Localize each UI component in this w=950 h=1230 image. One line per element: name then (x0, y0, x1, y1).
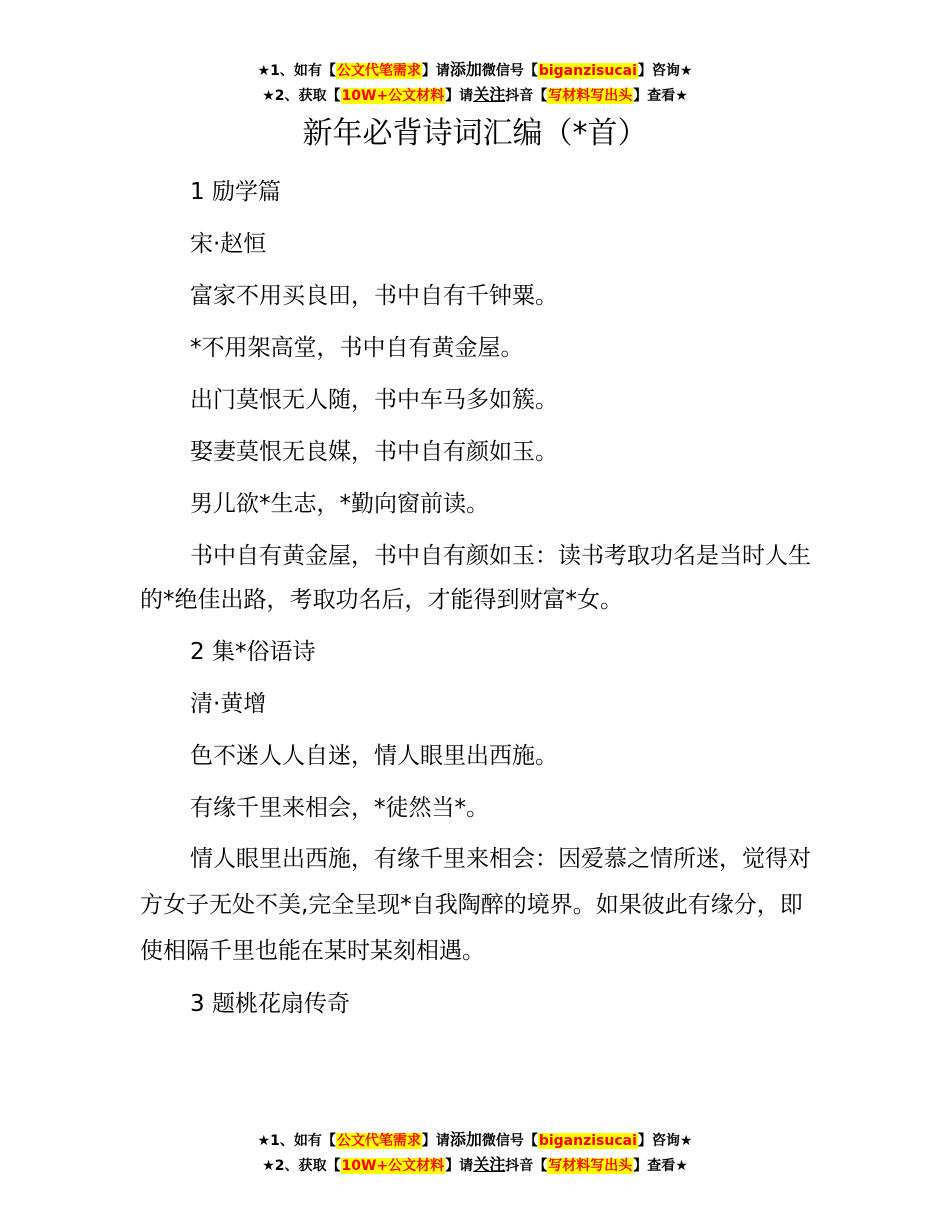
banner-highlight: 写材料写出头 (548, 1158, 633, 1174)
banner-line-2 (0, 1153, 950, 1178)
banner-text: 】请 (445, 88, 474, 104)
document-body (140, 166, 815, 1030)
banner-text: 微信号【 (481, 63, 538, 79)
poem-line: 有缘千里来相会，*徒然当*。 (190, 795, 489, 821)
banner-highlight: 公文代笔需求 (336, 1133, 421, 1149)
poem-author: 清·黄增 (190, 691, 267, 717)
section-heading: 1 励学篇 (190, 179, 281, 205)
banner-text: 抖音【 (505, 88, 548, 104)
banner-line-1 (0, 1128, 950, 1153)
banner-text: 】请 (421, 1133, 450, 1149)
banner-text: 】请 (421, 63, 450, 79)
banner-line-1 (0, 58, 950, 83)
section-heading: 3 题桃花扇传奇 (190, 991, 350, 1017)
banner-highlight: biganzisucai (538, 63, 637, 79)
poem-line: 出门莫恨无人随，书中车马多如簇。 (190, 387, 558, 413)
banner-highlight: 10W+公文材料 (341, 88, 445, 104)
poem-explanation: 书中自有黄金屋，书中自有颜如玉：读书考取功名是当时人生的*绝佳出路，考取功名后，才能得到财富*女。 (140, 543, 811, 613)
banner-emphasis: 关注 (473, 85, 506, 104)
banner-text: 】咨询★ (637, 1133, 693, 1149)
footer-banner (0, 1128, 950, 1178)
document-title: 新年必背诗词汇编（*首） (302, 116, 648, 151)
banner-text: 】查看★ (633, 1158, 688, 1174)
poem-author: 宋·赵恒 (190, 231, 267, 257)
banner-text: 抖音【 (505, 1158, 548, 1174)
banner-text: ★2、获取【 (262, 1158, 341, 1174)
banner-highlight: 写材料写出头 (548, 88, 633, 104)
banner-emphasis: 添加 (449, 60, 482, 79)
poem-explanation: 情人眼里出西施，有缘千里来相会：因爱慕之情所迷，觉得对方女子无处不美,完全呈现*自我陶醉的境界。如果彼此有缘分，即使相隔千里也能在某时某刻相遇。 (140, 846, 811, 964)
banner-emphasis: 添加 (449, 1130, 482, 1149)
banner-text: 微信号【 (481, 1133, 538, 1149)
poem-line: 娶妻莫恨无良媒，书中自有颜如玉。 (190, 439, 558, 465)
banner-highlight: 公文代笔需求 (336, 63, 421, 79)
banner-line-2 (0, 83, 950, 108)
banner-emphasis: 关注 (473, 1155, 506, 1174)
banner-highlight: 10W+公文材料 (341, 1158, 445, 1174)
banner-text: 】请 (445, 1158, 474, 1174)
banner-highlight: biganzisucai (538, 1133, 637, 1149)
banner-text: ★1、如有【 (257, 1133, 336, 1149)
banner-text: ★1、如有【 (257, 63, 336, 79)
poem-line: 男儿欲*生志，*勤向窗前读。 (190, 491, 489, 517)
poem-line: 色不迷人人自迷，情人眼里出西施。 (190, 743, 558, 769)
banner-text: ★2、获取【 (262, 88, 341, 104)
banner-text: 】咨询★ (637, 63, 693, 79)
section-heading: 2 集*俗语诗 (190, 639, 316, 665)
poem-line: 富家不用买良田，书中自有千钟粟。 (190, 283, 558, 309)
poem-line: *不用架高堂，书中自有黄金屋。 (190, 335, 524, 361)
banner-text: 】查看★ (633, 88, 688, 104)
header-banner (0, 58, 950, 108)
